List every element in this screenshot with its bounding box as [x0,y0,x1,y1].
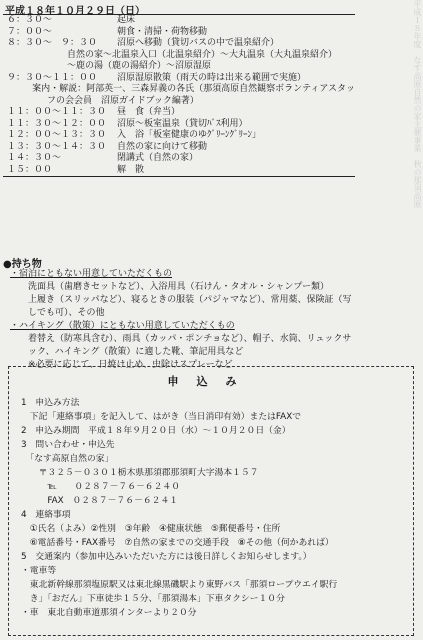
belongings-title: ●持ち物 [3,259,42,270]
schedule-time: ６：３０～ [7,15,53,25]
application-box [8,366,414,636]
event-date: 平成１８年１０月２９日（日） [5,6,145,17]
schedule-row [3,84,355,96]
schedule-time: １２：００～１３：３０ [7,130,107,140]
schedule-time: １１：００～１１：３０ [7,107,107,117]
application-line: 4 連絡事項 [21,510,71,520]
schedule-event: 閉講式（自然の家） [117,153,199,163]
schedule-event: 沼原～板室温泉（貸切ﾊﾞｽ利用） [117,118,248,129]
schedule-event: 自然の家～北温泉入口（北温泉紹介）～大丸温泉（大丸温泉紹介） [67,49,338,60]
application-line: き」「おだん」下車徒歩１５分、「那須湯本」下車タクシー１０分 [21,594,285,604]
schedule-row [3,96,355,108]
schedule-row [3,73,355,85]
application-line: ℡ ０２８７－７６－６２４０ [21,482,180,492]
application-line: FAX ０２８７－７６－６２４１ [21,496,179,506]
schedule-row [3,61,355,73]
bleed-through-text: 平成１８年度 なす高原自然の家主催事業 秋の那須高原 [413,0,422,208]
schedule-time [3,50,67,62]
schedule-time: ７：００～ [7,26,53,37]
schedule-event: 起床 [117,15,136,25]
schedule-row [3,153,355,165]
schedule-row [3,107,355,119]
application-line: ①氏名（よみ）②性別 ③年齢 ④健康状態 ⑤郵便番号・住所 [21,524,281,534]
belongings-item: 洗面具（歯磨きセットなど）、入浴用具（石けん・タオル・シャンプー類） [28,282,330,292]
schedule-time [3,84,32,96]
application-line: 下記「連絡事項」を記入して、はがき（当日消印有効）またはFAXで [21,412,302,422]
schedule-event: 朝食・清掃・荷物移動 [117,26,208,37]
schedule-event: 入 浴「板室健康のゆｸﾞﾘｰﾝｸﾞﾘｰﾝ」 [117,130,262,140]
application-line: 「なす高原自然の家」 [21,454,114,464]
schedule-event: 自然の家に向けて移動 [117,141,208,152]
schedule-time [3,96,47,108]
schedule-event: 解 散 [117,164,145,175]
schedule-time: １４：３０～ [7,153,62,163]
application-title: 申込み [167,375,255,388]
schedule-time: １１：３０～１２：００ [7,118,107,129]
application-line: 2 申込み期間 平成１８年９月２０日（水）～１０月２０日（金） [21,426,291,436]
belongings-heading: ・宿泊にともない用意していただくもの [10,269,173,279]
application-line: 東北新幹線那須塩原駅又は東北線黒磯駅より東野バス「那須ロープウエイ駅行 [21,580,338,590]
belongings-item: しでも可）、その他 [28,308,105,318]
schedule-row [3,38,355,50]
schedule-event: ～鹿の湯（鹿の湯紹介）～沼原湿原 [67,61,212,71]
schedule-row [3,130,355,142]
schedule-event: 沼原へ移動（貸切バスの中で温泉紹介） [117,38,280,48]
schedule-time: ８：３０～ ９：３０ [7,38,98,48]
schedule-row [3,27,355,39]
schedule-event: フの会会員 沼原ガイドブック編著） [47,95,199,106]
schedule-event: 昼 食（弁当） [117,107,181,117]
belongings-item: 上履き（スリッパなど）、寝るときの服装（パジャマなど）、常用薬、保険証（写 [28,295,352,305]
belongings-list [10,268,410,372]
belongings-item: ック、ハイキング（散策）に適した靴、筆記用具など [28,347,244,357]
application-line: 3 問い合わせ・申込先 [21,440,115,450]
schedule-time [3,61,67,73]
application-line: 1 申込み方法 [21,398,80,408]
application-line: 5 交通案内（参加申込みいただいた方には後日詳しくお知らせします。） [21,552,312,562]
application-line: ・電車等 [21,566,57,576]
application-line: ・車 東北自動車道那須インターより２０分 [21,608,197,618]
application-line: 〒３２５－０３０１栃木県那須郡那須町大字湯本１５７ [21,468,259,478]
schedule-table [3,14,355,177]
application-line: ⑥電話番号・FAX番号 ⑦自然の家までの交通手段 ⑧その他（何かあれば） [21,538,334,548]
schedule-time: １５：００ [7,164,53,175]
schedule-row [3,165,355,177]
schedule-row [3,15,355,27]
schedule-row [3,142,355,154]
schedule-event: 案内・解説：阿部英一、三森昇義の各氏（那須高原自然観察ボランティアスタッ [32,84,355,94]
belongings-item: 着替え（防寒具含む）、雨具（カッパ・ポンチョなど）、帽子、水筒、リュックサ [28,334,352,344]
belongings-item: ※必要に応じて、日焼け止め、虫除けスプレーなど [28,360,233,370]
schedule-event: 沼原湿原散策（雨天の時は出来る範囲で実施） [117,72,307,83]
schedule-row [3,119,355,131]
belongings-heading: ・ハイキング（散策）にともない用意していただくもの [10,321,235,331]
schedule-time: ９：３０～１１：００ [7,72,98,83]
schedule-row [3,50,355,62]
schedule-time: １３：３０～１４：３０ [7,141,107,152]
